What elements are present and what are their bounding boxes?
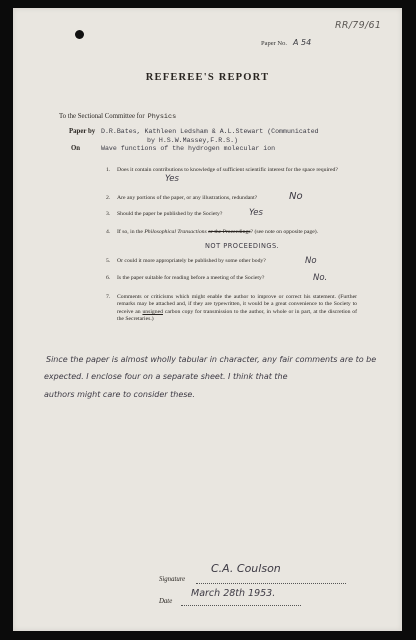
question-6: 6. Is the paper suitable for reading before a meeting of the Society? (106, 275, 265, 281)
question-4: 4. If so, in the Philosophical Transactions or the Proceedings? (see note on opposite page). (106, 229, 319, 235)
paper-topic: Wave functions of the hydrogen molecular ion (101, 145, 276, 152)
answer-5: No (305, 256, 317, 266)
question-2: 2. Are any portions of the paper, or any illustrations, redundant? (106, 195, 258, 201)
answer-1: Yes (165, 174, 179, 184)
authors-line-2: by H.S.W.Massey,F.R.S.) (147, 137, 239, 144)
signature-label: Signature (159, 576, 186, 583)
signature-line (196, 583, 346, 584)
referee-report-sheet (13, 8, 402, 631)
comment-line-3: authors might care to consider these. (44, 390, 195, 399)
authors-line-1: D.R.Bates, Kathleen Ledsham & A.L.Stewart (Communicated (101, 128, 319, 135)
answer-2: No (289, 191, 303, 202)
committee-line (59, 113, 176, 121)
answer-3: Yes (249, 208, 263, 218)
punch-hole (75, 30, 84, 39)
paper-number (261, 38, 311, 47)
date-label: Date (159, 598, 173, 605)
signature-value: C.A. Coulson (211, 562, 281, 575)
date-line (181, 605, 301, 606)
question-2-text: Are any portions of the paper, or any illustrations, redundant? (117, 195, 258, 201)
unsigned-emphasis: unsigned (142, 308, 163, 315)
question-1-text: Does it contain contributions to knowledge of sufficient scientific interest for the space required? (117, 167, 338, 173)
question-3: 3. Should the paper be published by the Society? (106, 211, 223, 217)
question-5-text: Or could it more appropriately be published by some other body? (117, 258, 266, 264)
date-value: March 28th 1953. (191, 588, 276, 599)
on-label: On (71, 145, 81, 152)
answer-6: No. (313, 273, 328, 283)
comment-line-1: Since the paper is almost wholly tabular in character, any fair comments are to be (46, 355, 377, 364)
question-3-text: Should the paper be published by the Society? (117, 211, 223, 217)
question-5: 5. Or could it more appropriately be published by some other body? (106, 258, 266, 264)
paper-number-label: Paper No. (261, 40, 287, 47)
committee-value: Physics (147, 113, 177, 121)
comment-line-2: expected. I enclose four on a separate sheet. I think that the (44, 372, 288, 381)
archive-reference: RR/79/61 (335, 20, 382, 31)
question-1: 1. Does it contain contributions to knowledge of sufficient scientific interest for the space required? (106, 167, 338, 173)
page-title: REFEREE'S REPORT (145, 72, 270, 83)
question-7: 7. Comments or criticisms which might enable the author to improve or correct his statement. (Further remarks may be attached and, if they are typewritten, it would be a great convenience to the Society to receive an unsigned carbon copy for transmission to the author, in whole or in part, at the discretion of the Secretaries.) (106, 294, 358, 323)
struck-proceedings: or the Proceedings (208, 229, 251, 235)
question-6-text: Is the paper suitable for reading before a meeting of the Society? (117, 275, 265, 281)
answer-4: NOT PROCEEDINGS. (205, 242, 280, 250)
paper-number-value: A 54 (293, 38, 312, 47)
paper-by-label: Paper by (69, 128, 96, 135)
committee-label: To the Sectional Committee for (59, 113, 145, 120)
